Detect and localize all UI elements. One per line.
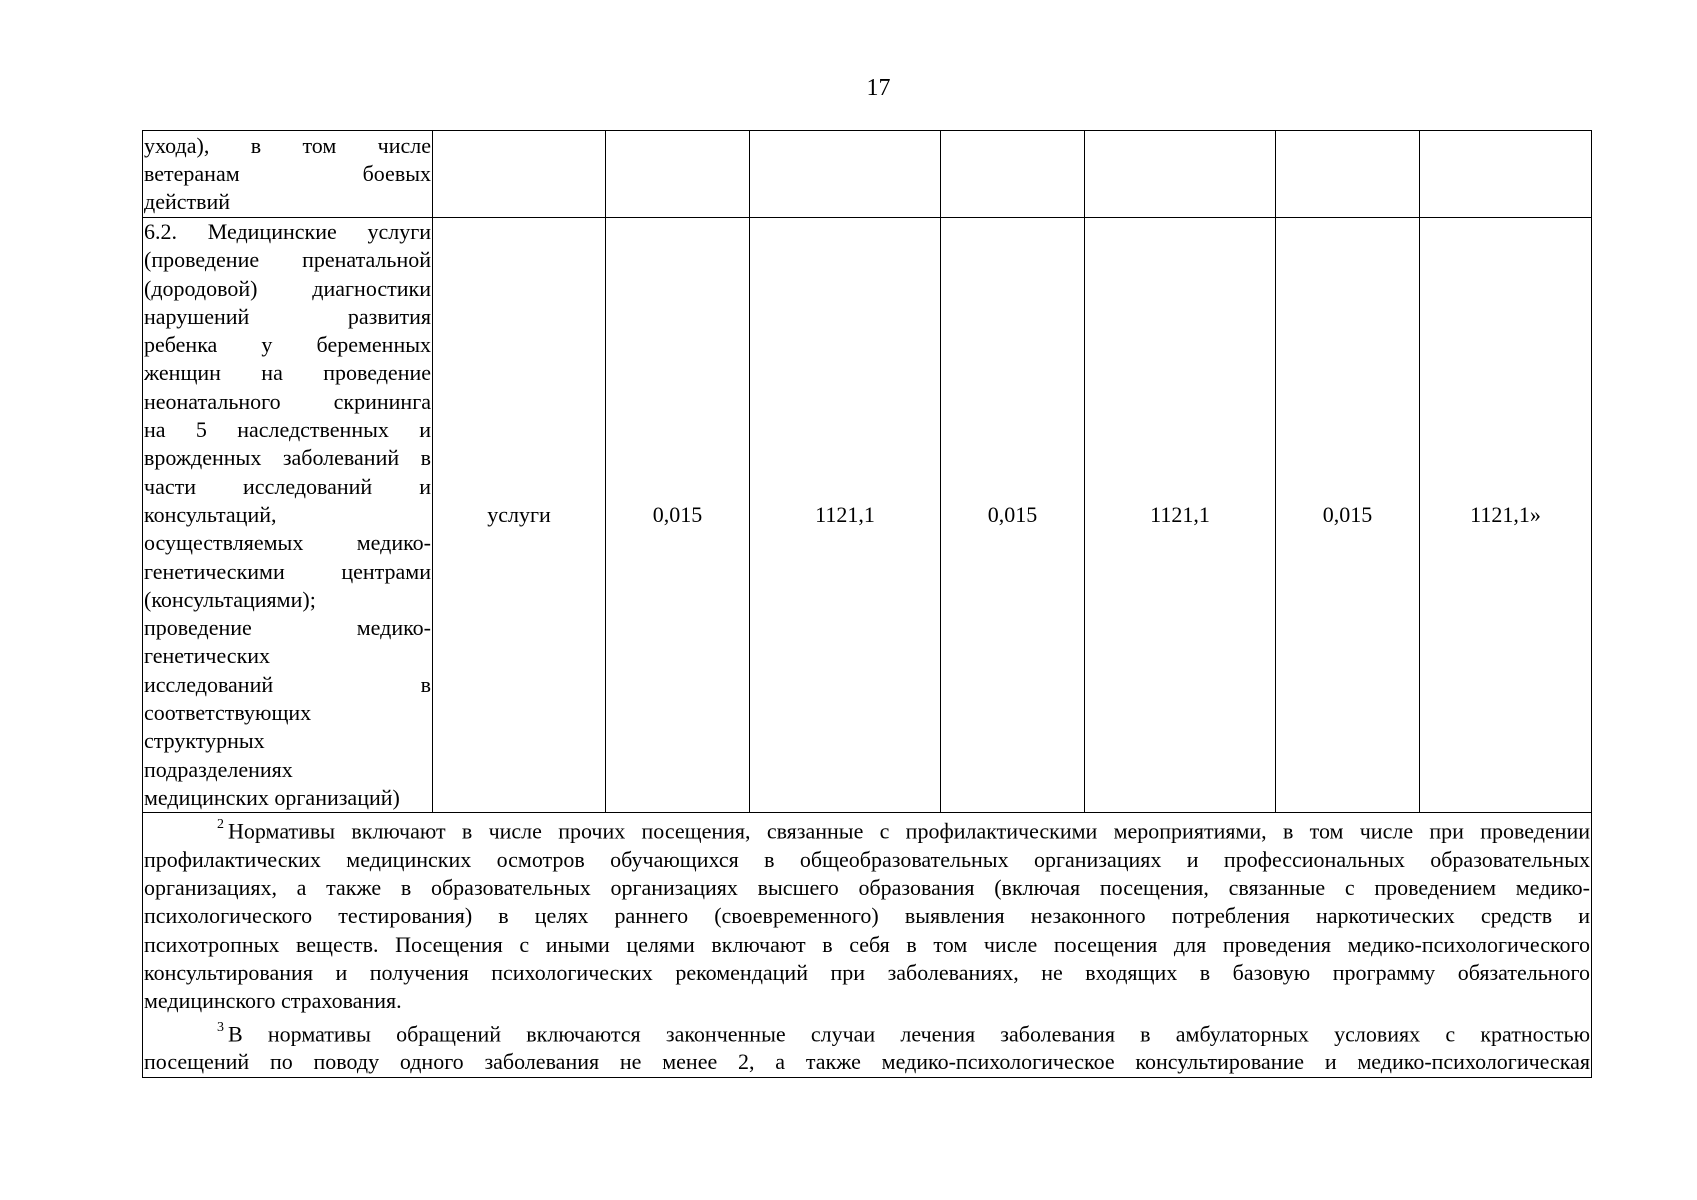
description-line: проведение медико- xyxy=(144,615,431,641)
footnotes-cell xyxy=(143,813,1592,1077)
value-cell: 0,015 xyxy=(1276,218,1420,813)
row-description xyxy=(143,218,433,813)
description-line: врожденных заболеваний в xyxy=(144,445,431,471)
footnote-line: консультирования и получения психологических рекомендаций при заболеваниях, не входящих в базовую программу обязательного xyxy=(144,960,1590,986)
value-cell: 0,015 xyxy=(941,218,1085,813)
description-line: соответствующих xyxy=(144,700,312,726)
value-cell: 1121,1 xyxy=(750,218,941,813)
footnote-marker: 2 xyxy=(217,817,224,833)
footnote-text: Нормативы включают в числе прочих посещения, связанные с профилактическими мероприятиями, в том числе при проведении xyxy=(228,818,1590,844)
footnote-line xyxy=(144,1016,1590,1049)
footnote-line: организациях, а также в образовательных организациях высшего образования (включая посещения, связанные с проведением медико- xyxy=(144,875,1590,901)
description-line: (дородовой) диагностики xyxy=(144,275,431,301)
footnote-line xyxy=(144,813,1590,846)
description-line: части исследований и xyxy=(144,473,431,499)
description-line: осуществляемых медико- xyxy=(144,530,431,556)
description-line: ребенка у беременных xyxy=(144,332,431,358)
value-cell xyxy=(1420,131,1592,218)
norms-table xyxy=(142,130,1592,1078)
row-description xyxy=(143,131,433,218)
value-cell xyxy=(1276,131,1420,218)
footnote-text: В нормативы обращений включаются законченные случаи лечения заболевания в амбулаторных условиях с кратностью xyxy=(228,1020,1590,1046)
description-line: женщин на проведение xyxy=(144,360,431,386)
value-cell xyxy=(606,131,750,218)
description-line: структурных xyxy=(144,728,265,754)
table-row xyxy=(143,131,1592,218)
description-line: генетическими центрами xyxy=(144,558,431,584)
unit-cell: услуги xyxy=(433,218,606,813)
description-line: медицинских организаций) xyxy=(144,784,400,810)
description-line: неонатального скрининга xyxy=(144,388,431,414)
value-cell: 1121,1» xyxy=(1420,218,1592,813)
footnote-line: медицинского страхования. xyxy=(144,988,402,1014)
description-line: подразделениях xyxy=(144,756,293,782)
table-row xyxy=(143,218,1592,813)
value-cell xyxy=(1085,131,1276,218)
description-line: на 5 наследственных и xyxy=(144,417,431,443)
description-line: действий xyxy=(144,189,231,215)
unit-cell xyxy=(433,131,606,218)
description-line: ветеранам боевых xyxy=(144,160,431,186)
description-line: 6.2. Медицинские услуги xyxy=(144,219,431,244)
footnote-line: психологического тестирования) в целях раннего (своевременного) выявления незаконного потребления наркотических средств и xyxy=(144,903,1590,929)
description-line: исследований в xyxy=(144,671,431,697)
description-line: генетических xyxy=(144,643,271,669)
value-cell xyxy=(750,131,941,218)
value-cell xyxy=(941,131,1085,218)
description-line: нарушений развития xyxy=(144,303,431,329)
value-cell: 0,015 xyxy=(606,218,750,813)
footnote-marker: 3 xyxy=(217,1019,224,1035)
footnotes-row xyxy=(143,813,1592,1077)
description-line: ухода), в том числе xyxy=(144,132,431,158)
description-line: (консультациями); xyxy=(144,586,316,612)
page-number: 17 xyxy=(866,75,891,101)
footnote-line: психотропных веществ. Посещения с иными целями включают в себя в том числе посещения для проведения медико-психологического xyxy=(144,931,1590,957)
description-line: (проведение пренатальной xyxy=(144,247,431,273)
value-cell: 1121,1 xyxy=(1085,218,1276,813)
description-line: консультаций, xyxy=(144,501,277,527)
footnote-line: профилактических медицинских осмотров обучающихся в общеобразовательных организациях и профессиональных образовательных xyxy=(144,846,1590,872)
footnote-line: посещений по поводу одного заболевания не менее 2, а также медико-психологическое консультирование и медико-психологическая xyxy=(144,1049,1590,1075)
